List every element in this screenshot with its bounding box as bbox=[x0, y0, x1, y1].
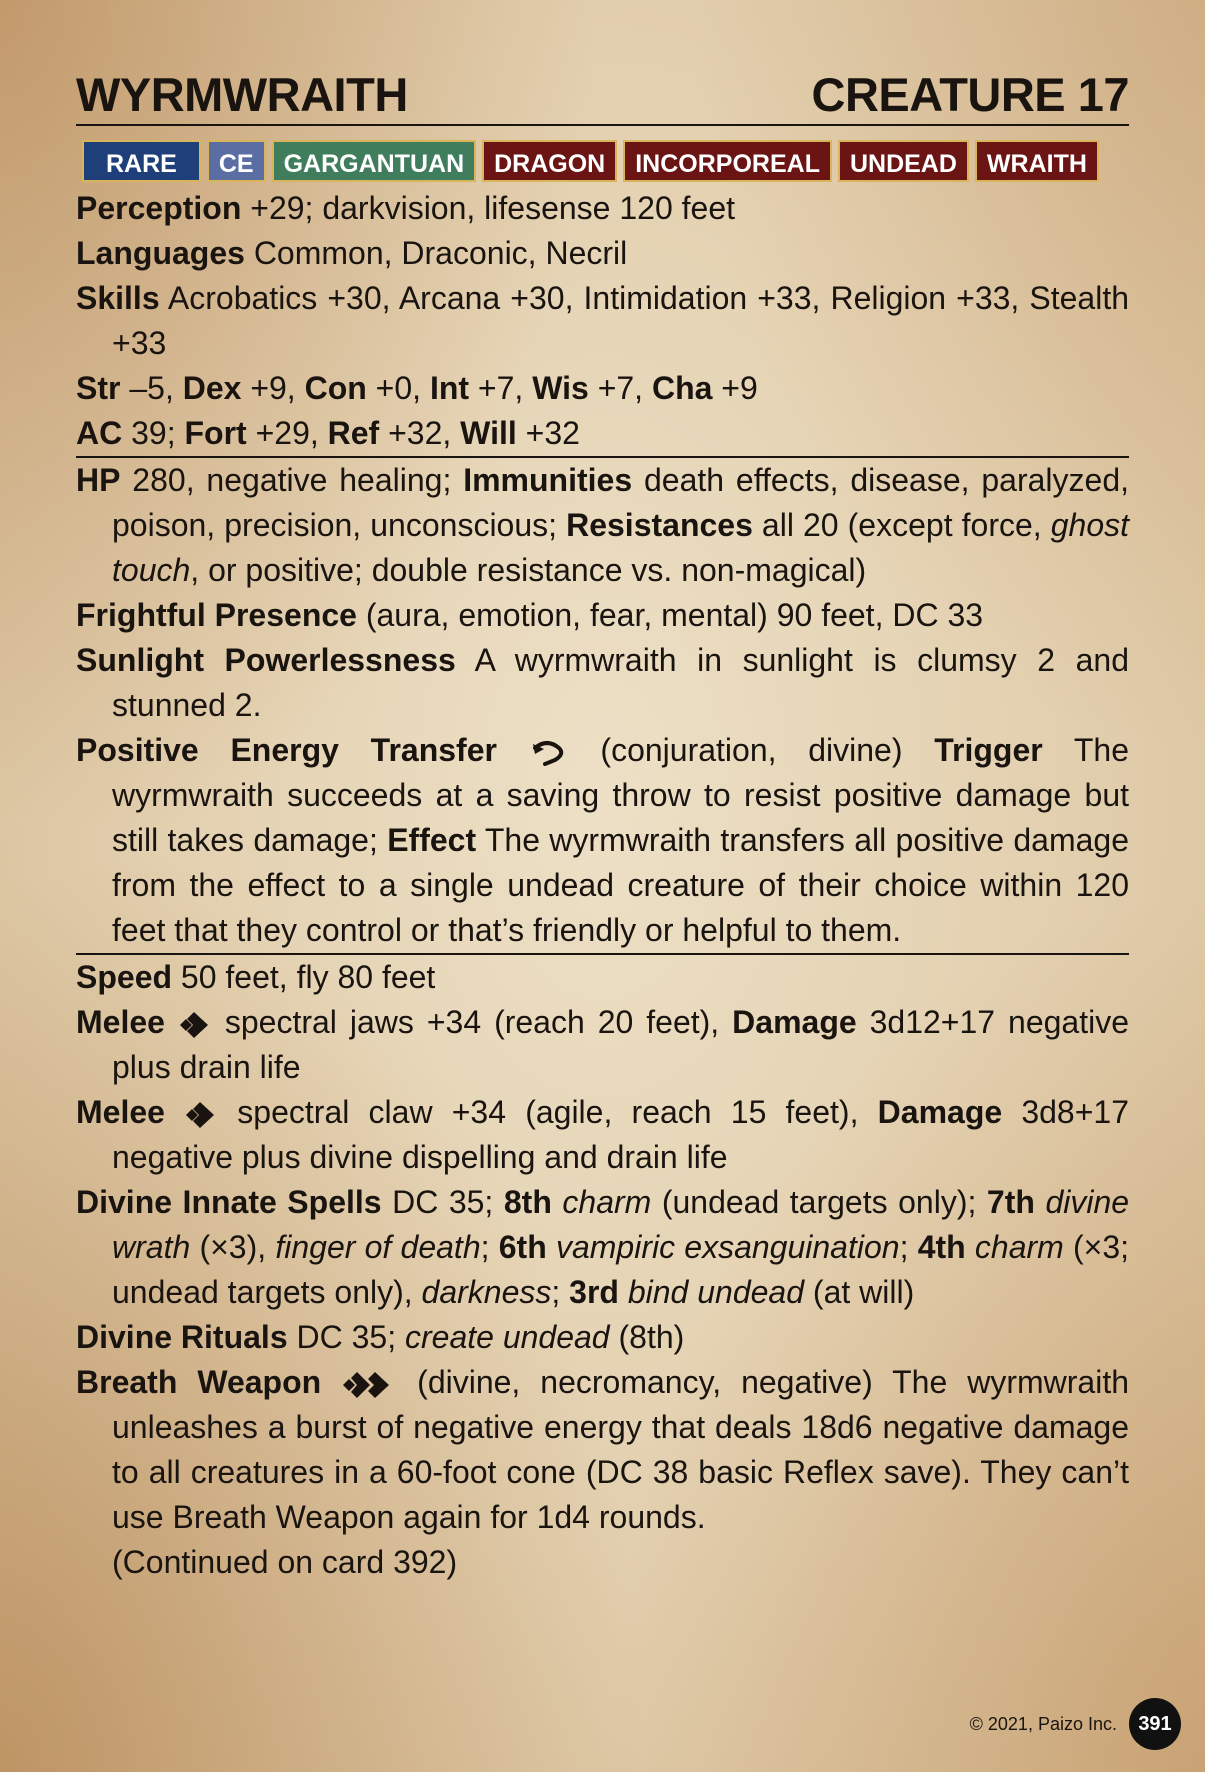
trait-bar bbox=[82, 140, 1129, 182]
sunlight-powerlessness-line: Sunlight Powerlessness A wyrmwraith in sunlight is clumsy 2 and stunned 2. bbox=[76, 642, 1130, 723]
innate-spells-line: Divine Innate Spells DC 35; 8th charm (undead targets only); 7th divine wrath (×3), finger of death; 6th vampiric exsanguination; 4th charm (×3; undead targets only), darkness; 3rd bind undead (at will) bbox=[76, 1184, 1130, 1310]
trait-incorporeal: INCORPOREAL bbox=[623, 140, 832, 182]
two-actions-icon bbox=[341, 1370, 397, 1400]
hp-line: HP 280, negative healing; Immunities death effects, disease, paralyzed, poison, precision, unconscious; Resistances all 20 (except force, ghost touch, or positive; double resistance vs. non-magical) bbox=[76, 462, 1130, 588]
trait-size: GARGANTUAN bbox=[272, 140, 477, 182]
melee-jaws-line: Melee spectral jaws +34 (reach 20 feet), Damage 3d12+17 negative plus drain life bbox=[76, 1004, 1130, 1085]
perception-line: Perception +29; darkvision, lifesense 120 feet bbox=[76, 190, 736, 226]
languages-line: Languages Common, Draconic, Necril bbox=[76, 235, 628, 271]
single-action-icon bbox=[178, 1010, 212, 1040]
trait-undead: UNDEAD bbox=[838, 140, 969, 182]
frightful-presence-line: Frightful Presence (aura, emotion, fear, mental) 90 feet, DC 33 bbox=[76, 597, 984, 633]
reaction-icon bbox=[529, 740, 569, 766]
speed-line: Speed 50 feet, fly 80 feet bbox=[76, 959, 436, 995]
trait-rare: RARE bbox=[82, 140, 201, 182]
skills-line: Skills Acrobatics +30, Arcana +30, Intimidation +33, Religion +33, Stealth +33 bbox=[76, 280, 1129, 361]
melee-claw-line: Melee spectral claw +34 (agile, reach 15 feet), Damage 3d8+17 negative plus divine dispelling and drain life bbox=[76, 1094, 1130, 1175]
breath-weapon-line: Breath Weapon (divine, necromancy, negative) The wyrmwraith unleashes a burst of negative energy that deals 18d6 negative damage to all creatures in a 60-foot cone (DC 38 basic Reflex save). They can’t use Breath Weapon again for 1d4 rounds. bbox=[76, 1364, 1130, 1535]
stat-block-body bbox=[76, 186, 1129, 1585]
creature-name: WYRMWRAITH bbox=[76, 68, 408, 121]
title-row bbox=[76, 68, 1129, 126]
footer bbox=[970, 1698, 1181, 1750]
defenses-line: AC 39; Fort +29, Ref +32, Will +32 bbox=[76, 415, 580, 451]
rituals-line: Divine Rituals DC 35; create undead (8th) bbox=[76, 1319, 685, 1355]
single-action-icon bbox=[184, 1100, 218, 1130]
trait-wraith: WRAITH bbox=[975, 140, 1099, 182]
trait-dragon: DRAGON bbox=[482, 140, 617, 182]
creature-level: CREATURE 17 bbox=[811, 68, 1129, 121]
trait-alignment: CE bbox=[207, 140, 266, 182]
card-number-badge: 391 bbox=[1129, 1698, 1181, 1750]
copyright: © 2021, Paizo Inc. bbox=[969, 1713, 1117, 1734]
ability-scores-line: Str –5, Dex +9, Con +0, Int +7, Wis +7, Cha +9 bbox=[76, 370, 758, 406]
continued-note: (Continued on card 392) bbox=[112, 1544, 458, 1580]
positive-energy-transfer-line: Positive Energy Transfer (conjuration, divine) Trigger The wyrmwraith succeeds at a saving throw to resist positive damage but still takes damage; Effect The wyrmwraith transfers all positive damage from the effect to a single undead creature of their choice within 120 feet that they control or that’s friendly or helpful to them. bbox=[76, 732, 1130, 948]
